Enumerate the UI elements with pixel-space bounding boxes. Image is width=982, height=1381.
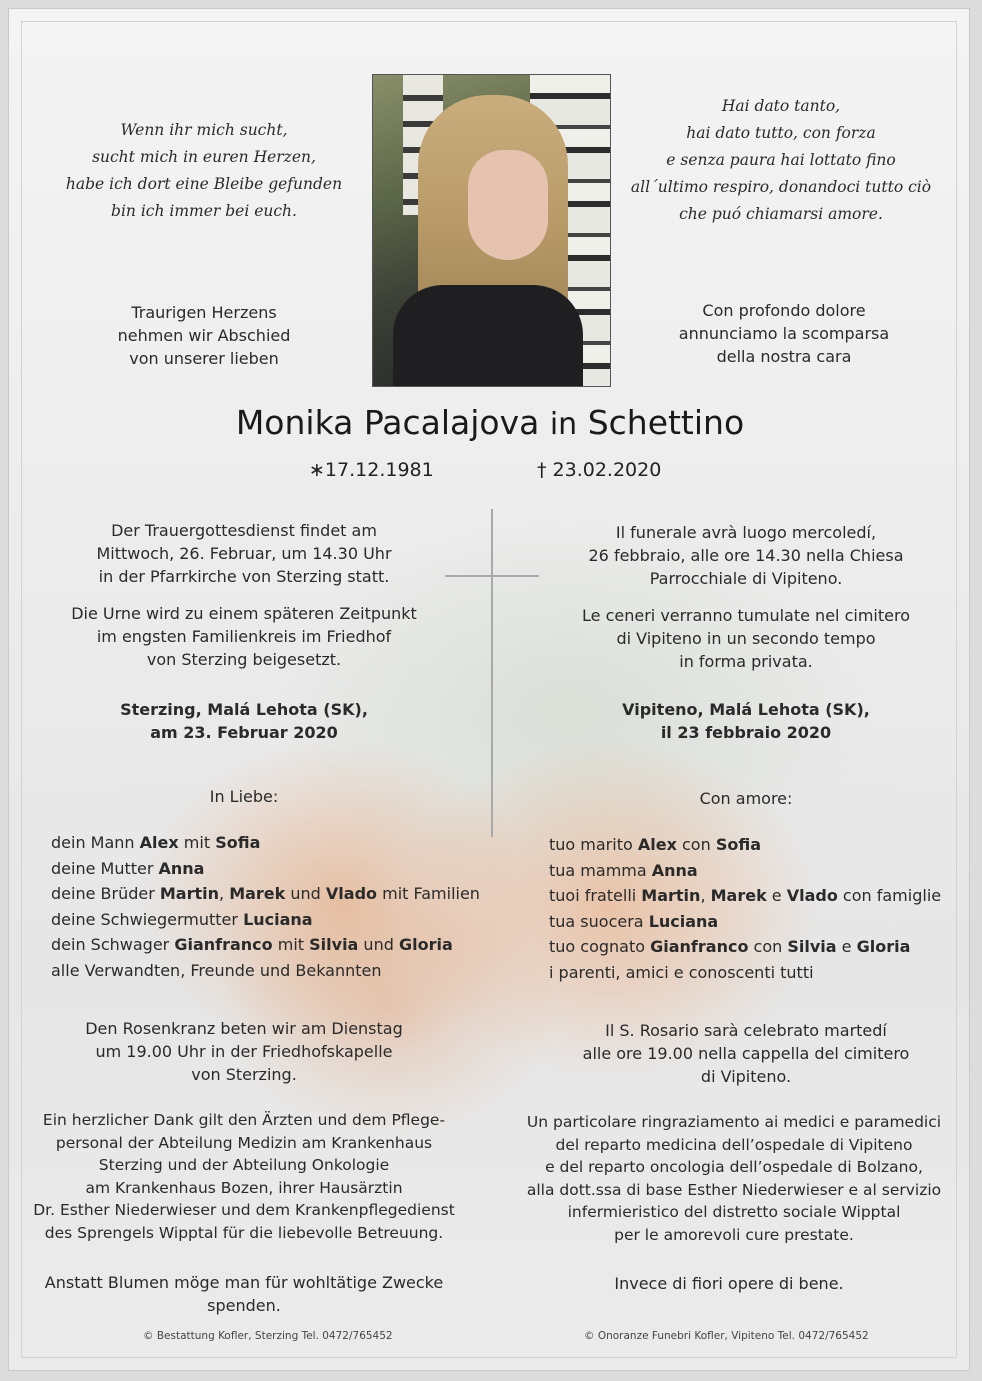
- footer-it: © Onoranze Funebri Kofler, Vipiteno Tel. 0472/765452: [584, 1330, 869, 1342]
- quote-de-line: sucht mich in euren Herzen,: [92, 148, 316, 166]
- family-list-de: [51, 830, 480, 983]
- quote-it-line: all´ultimo respiro, donandoci tutto ciò: [630, 178, 932, 196]
- thanks-de-line: des Sprengels Wipptal für die liebevolle Betreuung.: [44, 1223, 444, 1242]
- portrait-photo: [372, 74, 611, 387]
- service-it-line: Parrocchiale di Vipiteno.: [649, 569, 843, 588]
- thanks-de-line: personal der Abteilung Medizin am Krankenhaus: [55, 1133, 433, 1152]
- intro-de-line: von unserer lieben: [129, 349, 279, 368]
- quote-de-line: bin ich immer bei euch.: [111, 202, 297, 220]
- thanks-de-line: Sterzing und der Abteilung Onkologie: [98, 1156, 390, 1174]
- family-it-row: tuoi fratelli Martin, Marek e Vlado con famiglie: [549, 886, 942, 905]
- urn-de-line: Die Urne wird zu einem späteren Zeitpunkt: [71, 604, 417, 623]
- death-date: † 23.02.2020: [537, 459, 662, 481]
- flowers-it: [509, 1272, 949, 1295]
- thanks-it-line: infermieristico del distretto sociale Wipptal: [567, 1203, 901, 1221]
- intro-de-line: Traurigen Herzens: [131, 303, 277, 322]
- cross-vertical: [491, 509, 493, 837]
- flowers-de-line: Anstatt Blumen möge man für wohltätige Zwecke: [44, 1273, 444, 1292]
- deceased-name-in: in: [549, 407, 578, 442]
- thanks-it-line: del reparto medicina dell’ospedale di Vipiteno: [555, 1135, 913, 1154]
- service-de-line: in der Pfarrkirche von Sterzing statt.: [98, 567, 390, 586]
- flowers-de: [19, 1271, 469, 1317]
- obituary-card: [8, 8, 970, 1371]
- intro-de: [69, 301, 339, 370]
- quote-it: [621, 93, 941, 228]
- intro-it: [639, 299, 929, 368]
- deceased-first-name: Monika Pacalajova: [235, 403, 540, 442]
- thanks-it: [499, 1111, 969, 1246]
- intro-it-line: annunciamo la scomparsa: [678, 324, 890, 343]
- service-it: [541, 521, 951, 590]
- thanks-de-line: Dr. Esther Niederwieser und dem Krankenpflegedienst: [33, 1201, 455, 1219]
- urn-it: [541, 604, 951, 673]
- footer-de: © Bestattung Kofler, Sterzing Tel. 0472/765452: [143, 1330, 393, 1342]
- urn-it-line: Le ceneri verranno tumulate nel cimitero: [582, 606, 910, 625]
- in-liebe-heading: In Liebe:: [209, 787, 279, 806]
- service-it-line: 26 febbraio, alle ore 14.30 nella Chiesa: [588, 546, 904, 565]
- rosary-it-line: Il S. Rosario sarà celebrato martedí: [605, 1021, 887, 1040]
- place-it-line: Vipiteno, Malá Lehota (SK),: [622, 700, 870, 719]
- quote-it-line: e senza paura hai lottato fino: [666, 151, 896, 169]
- service-it-line: Il funerale avrà luogo mercoledí,: [615, 523, 877, 542]
- intro-it-line: della nostra cara: [716, 347, 852, 366]
- family-it-row: tuo marito Alex con Sofia: [549, 835, 761, 854]
- place-date-it: [541, 698, 951, 744]
- flowers-de-line: spenden.: [207, 1296, 281, 1315]
- place-de-line: am 23. Februar 2020: [150, 723, 338, 742]
- urn-de-line: im engsten Familienkreis im Friedhof: [96, 627, 392, 646]
- service-de-line: Der Trauergottesdienst findet am: [111, 521, 377, 540]
- quote-it-line: che puó chiamarsi amore.: [679, 205, 883, 223]
- intro-it-line: Con profondo dolore: [702, 301, 866, 320]
- family-it-row: i parenti, amici e conoscenti tutti: [549, 962, 814, 982]
- family-it-row: tua suocera Luciana: [549, 911, 719, 931]
- quote-it-line: Hai dato tanto,: [721, 97, 841, 115]
- rosary-de: [39, 1017, 449, 1086]
- flowers-it-line: Invece di fiori opere di bene.: [614, 1274, 844, 1293]
- place-de-line: Sterzing, Malá Lehota (SK),: [120, 700, 368, 719]
- rosary-it-line: di Vipiteno.: [700, 1067, 792, 1086]
- place-date-de: [39, 698, 449, 744]
- urn-de-line: von Sterzing beigesetzt.: [146, 650, 342, 669]
- family-de-row: dein Mann Alex mit Sofia: [51, 833, 261, 852]
- thanks-it-line: e del reparto oncologia dell’ospedale di Bolzano,: [545, 1158, 923, 1176]
- place-it-line: il 23 febbraio 2020: [660, 723, 832, 742]
- family-it-row: tua mamma Anna: [549, 860, 698, 880]
- rosary-de-line: Den Rosenkranz beten wir am Dienstag: [85, 1019, 403, 1038]
- family-list-it: [549, 832, 941, 985]
- quote-de: [49, 117, 359, 225]
- photo-jacket: [393, 285, 583, 387]
- service-de: [39, 519, 449, 588]
- urn-it-line: di Vipiteno in un secondo tempo: [616, 629, 876, 648]
- family-de-row: deine Brüder Martin, Marek und Vlado mit Familien: [51, 884, 480, 903]
- family-de-row: dein Schwager Gianfranco mit Silvia und Gloria: [51, 935, 453, 954]
- deceased-name: [9, 403, 970, 445]
- thanks-de-line: am Krankenhaus Bozen, ihrer Hausärztin: [85, 1178, 403, 1197]
- con-amore-heading: Con amore:: [699, 789, 793, 808]
- rosary-de-line: von Sterzing.: [191, 1065, 297, 1084]
- quote-it-line: hai dato tutto, con forza: [686, 124, 876, 142]
- family-de-row: alle Verwandten, Freunde und Bekannten: [51, 960, 382, 980]
- family-de-row: deine Schwiegermutter Luciana: [51, 909, 313, 929]
- thanks-de-line: Ein herzlicher Dank gilt den Ärzten und dem Pflege-: [42, 1111, 446, 1129]
- quote-de-line: habe ich dort eine Bleibe gefunden: [65, 175, 343, 193]
- rosary-it-line: alle ore 19.00 nella cappella del cimitero: [582, 1044, 910, 1063]
- thanks-it-line: Un particolare ringraziamento ai medici e paramedici: [526, 1113, 942, 1131]
- intro-de-line: nehmen wir Abschied: [117, 326, 291, 345]
- quote-de-line: Wenn ihr mich sucht,: [120, 121, 288, 139]
- thanks-it-line: alla dott.ssa di base Esther Niederwieser e al servizio: [526, 1180, 942, 1199]
- thanks-it-line: per le amorevoli cure prestate.: [614, 1225, 854, 1244]
- service-de-line: Mittwoch, 26. Februar, um 14.30 Uhr: [96, 544, 392, 563]
- family-it-row: tuo cognato Gianfranco con Silvia e Gloria: [549, 937, 911, 956]
- photo-face: [468, 150, 548, 260]
- urn-de: [39, 602, 449, 671]
- birth-date: ∗17.12.1981: [309, 459, 434, 481]
- thanks-de: [9, 1109, 479, 1244]
- cross-horizontal: [445, 575, 539, 577]
- urn-it-line: in forma privata.: [679, 652, 813, 671]
- family-de-row: deine Mutter Anna: [51, 858, 205, 878]
- rosary-de-line: um 19.00 Uhr in der Friedhofskapelle: [95, 1042, 393, 1061]
- rosary-it: [541, 1019, 951, 1088]
- deceased-married-name: Schettino: [587, 403, 745, 442]
